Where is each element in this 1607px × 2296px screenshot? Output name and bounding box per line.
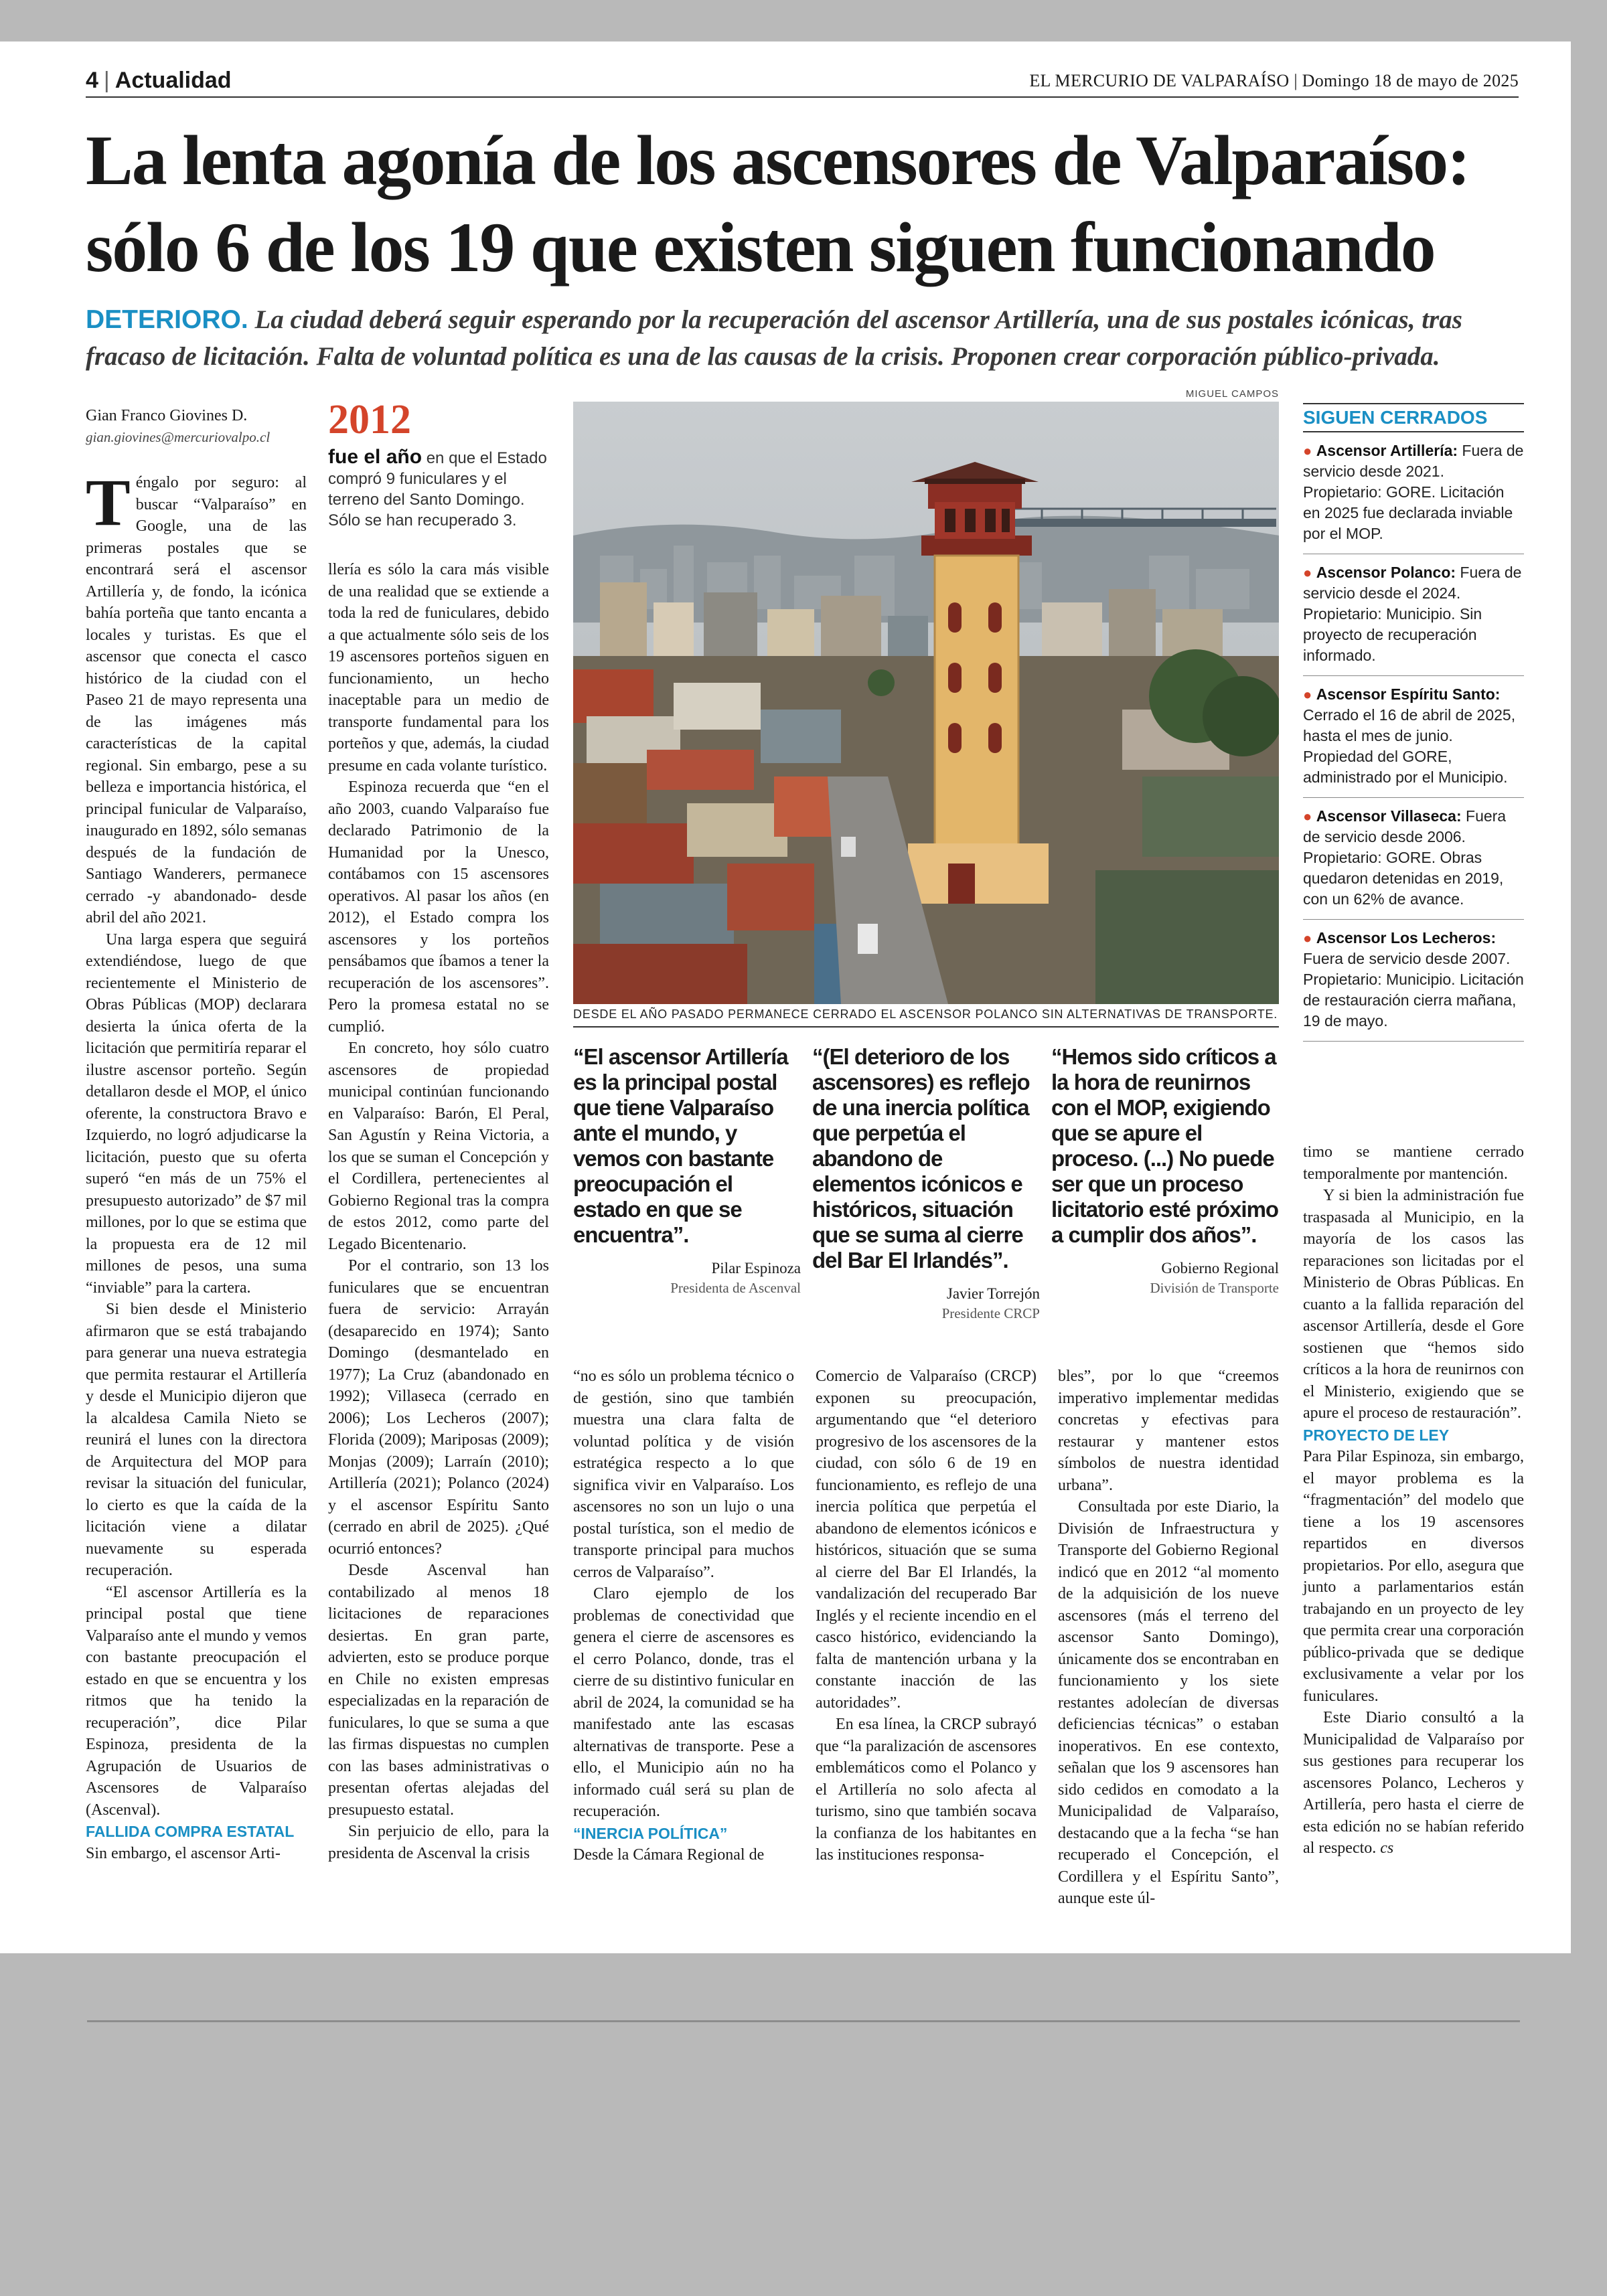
- bullet-icon: ●: [1303, 686, 1312, 703]
- paragraph: “no es sólo un problema técnico o de gestión, sino que también muestra una clara falta de voluntad política y de visión estratégica respecto a lo que significa vivir en Valparaíso. Los ascensores no son un lujo o una postal turística, son el medio de transporte principal para muchos cerros de Valparaíso”.: [573, 1368, 794, 1581]
- item-name: Ascensor Villaseca:: [1316, 807, 1462, 825]
- paragraph: Por el contrario, son 13 los funiculares que se encuentran fuera de servicio: Arrayán (desaparecido en 1974); Santo Domingo (desmantelado en 1977); La Cruz (abandonado en 1992); Villaseca (cerrado en 2006); Los Lecheros (2007); Florida (2009); Mariposas (2009); Monjas (2009); Larraín (2010); Artillería (2021); Polanco (2024) y el ascensor Espíritu Santo (cerrado en abril de 2025). ¿Qué ocurrió entonces?: [328, 1257, 549, 1558]
- deck: [86, 301, 1532, 375]
- author-name: Gian Franco Giovines D.: [86, 407, 248, 424]
- stat-text: [328, 446, 556, 531]
- bullet-icon: ●: [1303, 930, 1312, 947]
- page-header: [86, 67, 1519, 94]
- bullet-icon: ●: [1303, 442, 1312, 459]
- item-name: Ascensor Los Lecheros:: [1316, 929, 1497, 947]
- paragraph-text: Este Diario consultó a la Municipalidad de Valparaíso por sus gestiones para recuperar los ascensores Polanco, Lecheros y Artillería, pero hasta el cierre de esta edición no se habían referido al respecto.: [1303, 1709, 1524, 1857]
- photo-credit: MIGUEL CAMPOS: [1185, 388, 1279, 400]
- publication-name: EL MERCURIO DE VALPARAÍSO: [1029, 71, 1290, 90]
- bottom-rule: [87, 2020, 1520, 2022]
- paragraph: Comercio de Valparaíso (CRCP) exponen su preocupación, argumentando que “el deterioro progresivo de los ascensores de la ciudad, con sólo 6 de 19 en funcionamiento, es reflejo de una inercia política que perpetúa el abandono de elementos icónicos e históricos, situación que se suma al cierre del Bar El Irlandés, la vandalización del recuperado Bar Inglés y el reciente incendio en el casco histórico, evidenciando la falta de mantención urbana y la constante inacción de las autoridades”.: [816, 1368, 1037, 1712]
- drop-cap: T: [86, 465, 131, 540]
- paragraph: Y si bien la administración fue traspasada al Municipio, en la mayoría de los casos las reparaciones son licitadas por el Ministerio de Obras Públicas. En cuanto a la fallida reparación del ascensor Artillería, desde el Gore sostienen que “hemos sido críticos a la hora de reunirnos con el Ministerio, exigiendo que se apure el proceso de restauración”.: [1303, 1187, 1524, 1422]
- headline-line-1: La lenta agonía de los ascensores de Valparaíso:: [86, 121, 1470, 199]
- section-name: Actualidad: [114, 68, 232, 93]
- deck-text: La ciudad deberá seguir esperando por la recuperación del ascensor Artillería, una de sus postales icónicas, tras fracaso de licitación. Falta de voluntad política es una de las causas de la crisis. Proponen crear corporación público-privada.: [86, 305, 1462, 371]
- paragraph: Si bien desde el Ministerio afirmaron que se está trabajando para generar una nueva estrategia que permita restaurar el Artillería y desde el Municipio dijeron que la alcaldesa Camila Nieto se reunirá el lunes con la directora de Arquitectura del MOP para revisar la situación del funicular, lo cierto es que la caída de la licitación viene a dilatar nuevamente su esperada recuperación.: [86, 1301, 307, 1579]
- paragraph: Consultada por este Diario, la División de Infraestructura y Transporte del Gobierno Regional indicó que en 2012 “al momento de la adquisición de los nueve ascensores (más el terreno del ascensor Santo Domingo), únicamente dos se encontraban en funcionamiento y los siete restantes adolecían de diversas deficiencias técnicas” o estaban inoperativos. En ese contexto, señalan que los 9 ascensores han sido cedidos en comodato a la Municipalidad de Valparaíso, destacando que a la fecha “se han recuperado el Concepción, el Cordillera y el Espíritu Santo”, aunque este úl-: [1058, 1498, 1279, 1907]
- headline: [86, 117, 1532, 291]
- quote-author: Javier Torrejón: [946, 1285, 1040, 1302]
- item-text: Fuera de servicio desde 2006. Propietario: GORE. Obras quedaron detenidas en 2019, con un 62% de avance.: [1303, 807, 1507, 908]
- item-name: Ascensor Polanco:: [1316, 564, 1456, 581]
- end-mark-icon: cs: [1380, 1839, 1394, 1857]
- quote-author: Gobierno Regional: [1161, 1260, 1279, 1277]
- column-3: [573, 1366, 794, 1866]
- header-divider: [86, 96, 1519, 98]
- quote-role: Presidenta de Ascenval: [670, 1280, 801, 1296]
- paragraph-text: éngalo por seguro: al buscar “Valparaíso” en Google, una de las primeras postales que se encontrará será el ascensor Artillería y, de fondo, la icónica bahía porteña que tanto encanta a locales y turistas. Es que el ascensor que conecta el casco histórico de la ciudad con el Paseo 21 de mayo representa una de las imágenes más características de la capital regional. Sin embargo, pese a su belleza e importancia histórica, el principal funicular de Valparaíso, inaugurado en 1892, sólo semanas después de la fundación de Santiago Wanderers, permanece cerrado -y abandonado- desde abril del año 2021.: [86, 474, 307, 926]
- paragraph: Claro ejemplo de los problemas de conectividad que genera el cierre de ascensores es el cerro Polanco, donde, tras el cierre de su distintivo funicular en abril de 2024, la comunidad se ha manifestado ante las escasas alternativas de transporte. Pese a ello, el Municipio aún no ha informado cuál será su plan de recuperación.: [573, 1585, 794, 1820]
- paragraph: timo se mantiene cerrado temporalmente por mantención.: [1303, 1143, 1524, 1183]
- item-text: Fuera de servicio desde 2007. Propietario: Municipio. Licitación de restauración cierra mañana, 19 de mayo.: [1303, 950, 1524, 1030]
- paragraph: bles”, por lo que “creemos imperativo implementar medidas concretas y efectivas para restaurar y mantener estos símbolos de nuestra identidad urbana”.: [1058, 1368, 1279, 1494]
- stat-body: en que el Estado compró 9 funiculares y el terreno del Santo Domingo. Sólo se han recuperado 3.: [328, 449, 547, 529]
- publication-date: EL MERCURIO DE VALPARAÍSO | Domingo 18 de mayo de 2025: [1029, 71, 1519, 90]
- item-name: Ascensor Espíritu Santo:: [1316, 685, 1501, 703]
- stat-number: 2012: [328, 397, 411, 442]
- bullet-icon: ●: [1303, 564, 1312, 581]
- headline-line-2: sólo 6 de los 19 que existen siguen funcionando: [86, 208, 1435, 286]
- paragraph: [86, 465, 307, 929]
- quote-author: Pilar Espinoza: [711, 1260, 801, 1277]
- photo-caption: DESDE EL AÑO PASADO PERMANECE CERRADO EL ASCENSOR POLANCO SIN ALTERNATIVAS DE TRANSPORTE.: [573, 1007, 1278, 1021]
- paragraph: En concreto, hoy sólo cuatro ascensores de propiedad municipal continúan funcionando en Valparaíso: Barón, El Peral, San Agustín y Reina Victoria, a los que se suman el Concepción y el Cordillera, pertenecientes al Gobierno Regional tras la compra de estos 2012, como parte del Legado Bicentenario.: [328, 1040, 549, 1253]
- paragraph: En esa línea, la CRCP subrayó que “la paralización de ascensores emblemáticos como el Polanco y el Artillería no solo afecta al turismo, sino que también socava la confianza de los habitantes en las instituciones responsa-: [816, 1716, 1037, 1864]
- sidebar-item: [1303, 554, 1524, 676]
- column-4: [816, 1366, 1037, 1866]
- stat-box: [328, 398, 556, 531]
- page-number: 4: [86, 68, 98, 93]
- caption-divider: [573, 1026, 1279, 1028]
- subhead: FALLIDA COMPRA ESTATAL: [86, 1823, 295, 1840]
- quote-role: Presidente CRCP: [941, 1305, 1040, 1321]
- sidebar-item: [1303, 432, 1524, 554]
- sidebar-item: [1303, 676, 1524, 798]
- item-text: Fuera de servicio desde el 2024. Propietario: Municipio. Sin proyecto de recuperación informado.: [1303, 564, 1522, 664]
- item-name: Ascensor Artillería:: [1316, 442, 1458, 459]
- quote-text: “Hemos sido críticos a la hora de reunirnos con el MOP, exigiendo que se apure el proceso. (...) No puede ser que un proceso licitatorio esté próximo a cumplir dos años”.: [1051, 1044, 1279, 1247]
- paragraph: Sin perjuicio de ello, para la presidenta de Ascenval la crisis: [328, 1823, 549, 1862]
- column-5: [1058, 1366, 1279, 1910]
- right-margin: [1571, 42, 1607, 1953]
- photo-illustration: [573, 402, 1279, 1004]
- paragraph: llería es sólo la cara más visible de una realidad que se extiende a toda la red de funiculares, debido a que actualmente sólo seis de los 19 ascensores porteños siguen en funcionamiento, un hecho inaceptable para un medio de transporte fundamental para los porteños y que, además, la ciudad presume en cada volante turístico.: [328, 561, 549, 774]
- quote-3: [1051, 1044, 1279, 1297]
- paragraph: Para Pilar Espinoza, sin embargo, el mayor problema es la “fragmentación” del modelo que tiene a los 19 ascensores repartidos en diversos propietarios. Por ello, asegura que junto a parlamentarios están trabajando en un proyecto de ley que permita crear una corporación público-privada que se dedique exclusivamente a velar por los funiculares.: [1303, 1448, 1524, 1705]
- paragraph: Espinoza recuerda que “en el año 2003, cuando Valparaíso fue declarado Patrimonio de la Humanidad por la Unesco, contábamos con 15 ascensores operativos. Al pasar los años (en 2012), el Estado compra los ascensores y los porteños pensábamos que íbamos a tener la recuperación de los ascensores”. Pero la promesa estatal no se cumplió.: [328, 778, 549, 1036]
- photo-ascensor-polanco: [573, 402, 1279, 1004]
- byline: [86, 405, 313, 448]
- paragraph: Sin embargo, el ascensor Arti-: [86, 1844, 281, 1862]
- sidebar-title: SIGUEN CERRADOS: [1303, 403, 1524, 432]
- sidebar-item: [1303, 798, 1524, 920]
- paragraph: Una larga espera que seguirá extendiéndose, luego de que recientemente el Ministerio de Obras Públicas (MOP) declarara desierta la única oferta de la licitación que permitiría reparar el ilustre ascensor porteño. Según detallaron desde el MOP, el único oferente, la constructora Bravo e Izquierdo, no logró adjudicarse la licitación, puesto que su oferta superó “en más de un 75% el presupuesto autorizado” de $7 mil millones, por lo que se estima que la propuesta era de 12 mil millones de pesos, una suma “inviable” para la cartera.: [86, 930, 307, 1297]
- quote-1: [573, 1044, 801, 1297]
- sidebar-siguen-cerrados: [1303, 403, 1524, 1042]
- column-2: [328, 559, 549, 1864]
- quote-2: [812, 1044, 1040, 1323]
- subhead: PROYECTO DE LEY: [1303, 1426, 1450, 1444]
- paragraph: Desde Ascenval han contabilizado al menos 18 licitaciones de reparaciones desiertas. En gran parte, advierten, esto se produce porque en Chile no existen empresas especializadas en la reparación de funiculares, lo que se suma a que las firmas dispuestas no cumplen con las bases administrativas o presentan ofertas alejadas del presupuesto estatal.: [328, 1562, 549, 1819]
- quote-role: División de Transporte: [1150, 1280, 1279, 1296]
- subhead: “INERCIA POLÍTICA”: [573, 1824, 728, 1842]
- item-text: Fuera de servicio desde 2021. Propietario: GORE. Licitación en 2025 fue declarada inviable por el MOP.: [1303, 442, 1524, 542]
- paragraph: “El ascensor Artillería es la principal postal que tiene Valparaíso ante el mundo y vemos con bastante preocupación el estado en que se encuentra y los ritmos que ha tenido la recuperación”, dice Pilar Espinoza, presidenta de la Agrupación de Usuarios de Ascensores de Valparaíso (Ascenval).: [86, 1583, 307, 1819]
- paragraph: [1303, 1707, 1524, 1860]
- column-1: [86, 465, 307, 1864]
- deck-kicker: DETERIORO.: [86, 305, 248, 334]
- bullet-icon: ●: [1303, 808, 1312, 825]
- sidebar-item: [1303, 920, 1524, 1042]
- quote-text: “(El deterioro de los ascensores) es reflejo de una inercia política que perpetúa el abandono de elementos icónicos e históricos, situación que se suma al cierre del Bar El Irlandés”.: [812, 1044, 1030, 1273]
- author-email: gian.giovines@mercuriovalpo.cl: [86, 429, 271, 445]
- column-6: [1303, 1141, 1524, 1860]
- item-text: Cerrado el 16 de abril de 2025, hasta el mes de junio. Propiedad del GORE, administrado por el Municipio.: [1303, 706, 1516, 786]
- stat-lead: fue el año: [328, 446, 423, 468]
- paragraph: Desde la Cámara Regional de: [573, 1846, 765, 1864]
- date: Domingo 18 de mayo de 2025: [1302, 71, 1519, 90]
- page-section: 4 | Actualidad: [86, 68, 232, 93]
- top-margin: [0, 0, 1607, 42]
- quote-text: “El ascensor Artillería es la principal postal que tiene Valparaíso ante el mundo, y vemos con bastante preocupación el estado en que se encuentra”.: [573, 1044, 788, 1247]
